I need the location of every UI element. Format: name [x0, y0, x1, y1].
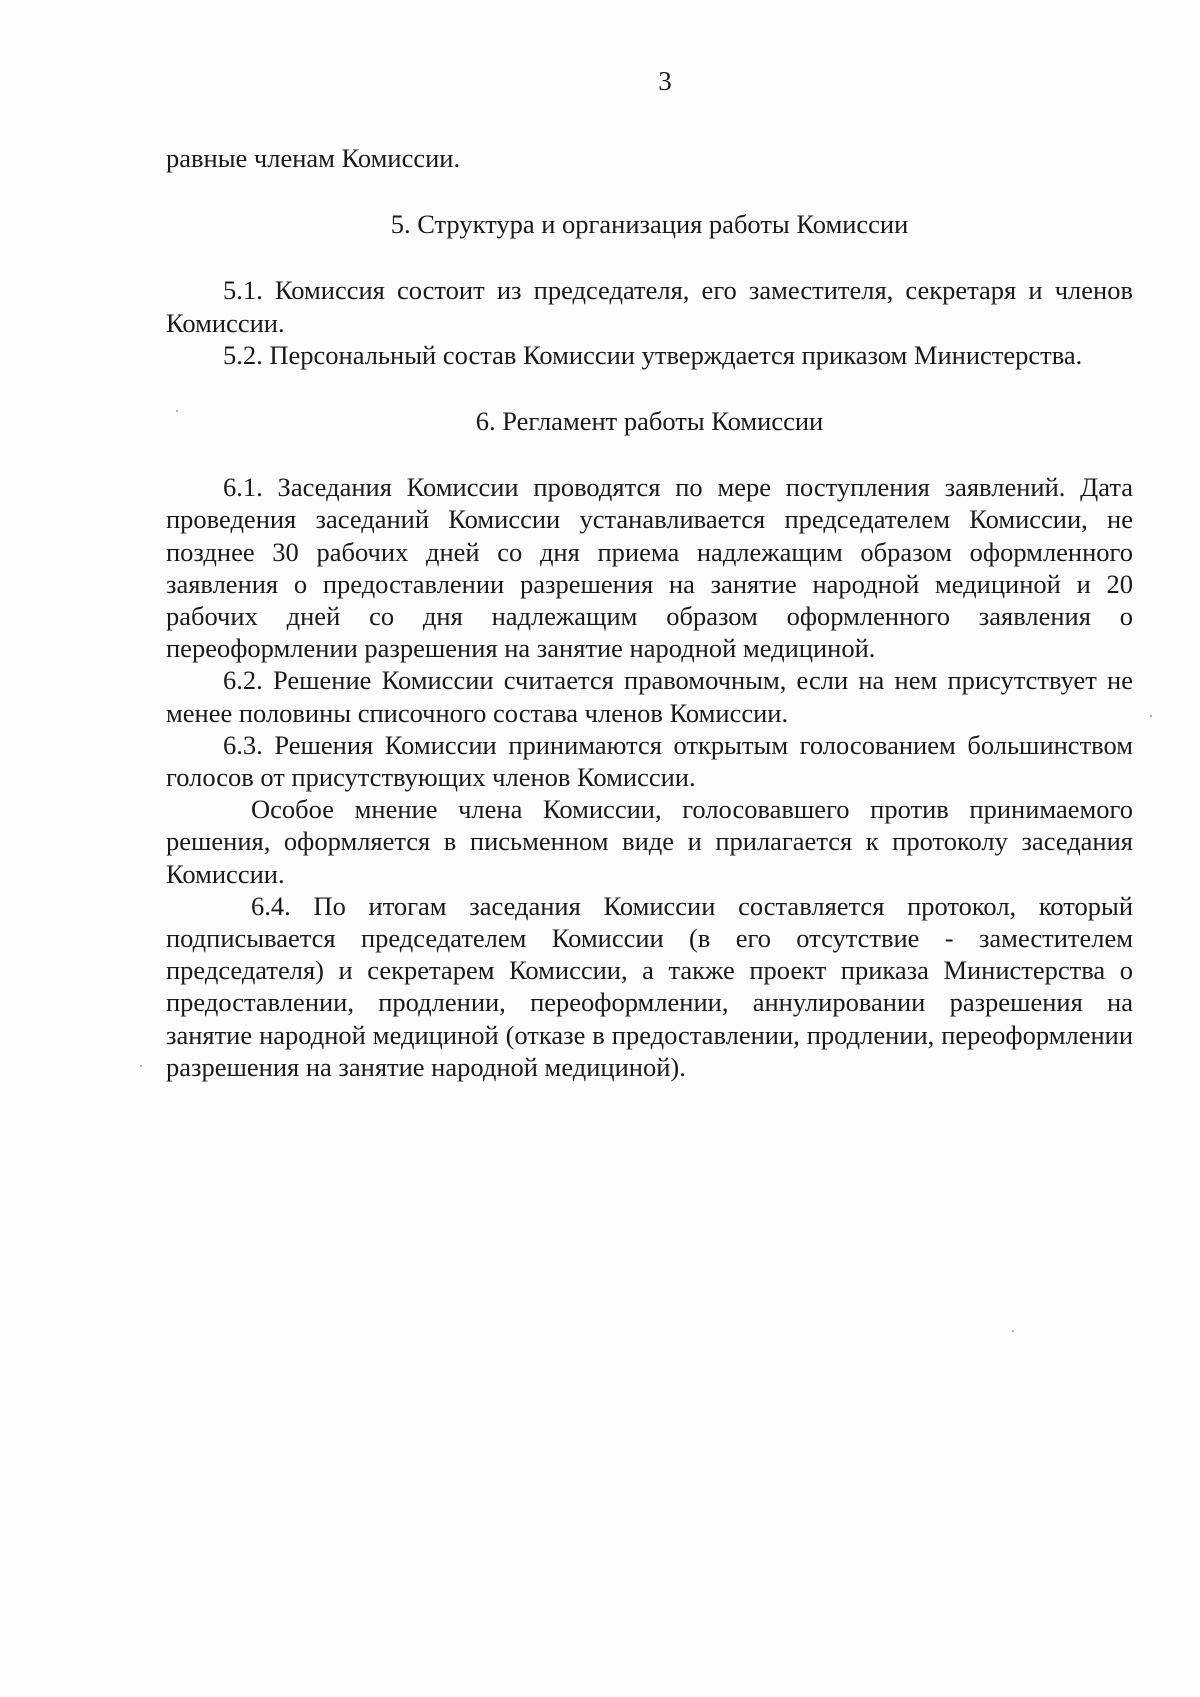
- document-body: [166, 142, 1133, 1083]
- paragraph-5-1: 5.1. Комиссия состоит из председателя, его заместителя, секретаря и членов Комиссии.: [166, 275, 1133, 338]
- continuation-paragraph: равные членам Комиссии.: [166, 143, 461, 173]
- paragraph-5-2: 5.2. Персональный состав Комиссии утверждается приказом Министерства.: [223, 339, 1083, 370]
- scan-speck: [140, 1065, 142, 1067]
- page-number: 3: [658, 66, 672, 96]
- section-6-heading: 6. Регламент работы Комиссии: [475, 406, 824, 437]
- paragraph-6-4: 6.4. По итогам заседания Комиссии составляется протокол, который подписывается председателем Комиссии (в его отсутствие - заместителем председателя) и секретарем Комиссии, а также проект приказа Министерства о предоставлении, продлении, переоформлении, аннулировании разрешения на занятие народной медициной (отказе в предоставлении, продлении, переоформлении разрешения на занятие народной медициной).: [166, 890, 1133, 1082]
- paragraph-6-3-dissent: Особое мнение члена Комиссии, голосовавшего против принимаемого решения, оформляется в письменном виде и прилагается к протоколу заседания Комиссии.: [166, 794, 1133, 889]
- scan-speck: [176, 410, 178, 412]
- section-5-heading: 5. Структура и организация работы Комиссии: [390, 209, 909, 240]
- paragraph-6-3: 6.3. Решения Комиссии принимаются открытым голосованием большинством голосов от присутствующих членов Комиссии.: [166, 729, 1133, 793]
- paragraph-6-2: 6.2. Решение Комиссии считается правомочным, если на нем присутствует не менее половины списочного состава членов Комиссии.: [166, 665, 1133, 728]
- scan-speck: [1150, 715, 1152, 717]
- paragraph-6-1: 6.1. Заседания Комиссии проводятся по мере поступления заявлений. Дата проведения заседаний Комиссии устанавливается председателем Комиссии, не позднее 30 рабочих дней со дня приема надлежащим образом оформленного заявления о предоставлении разрешения на занятие народной медициной и 20 рабочих дней со дня надлежащим образом оформленного заявления о переоформлении разрешения на занятие народной медициной.: [166, 472, 1133, 664]
- scan-speck: [1012, 1330, 1014, 1332]
